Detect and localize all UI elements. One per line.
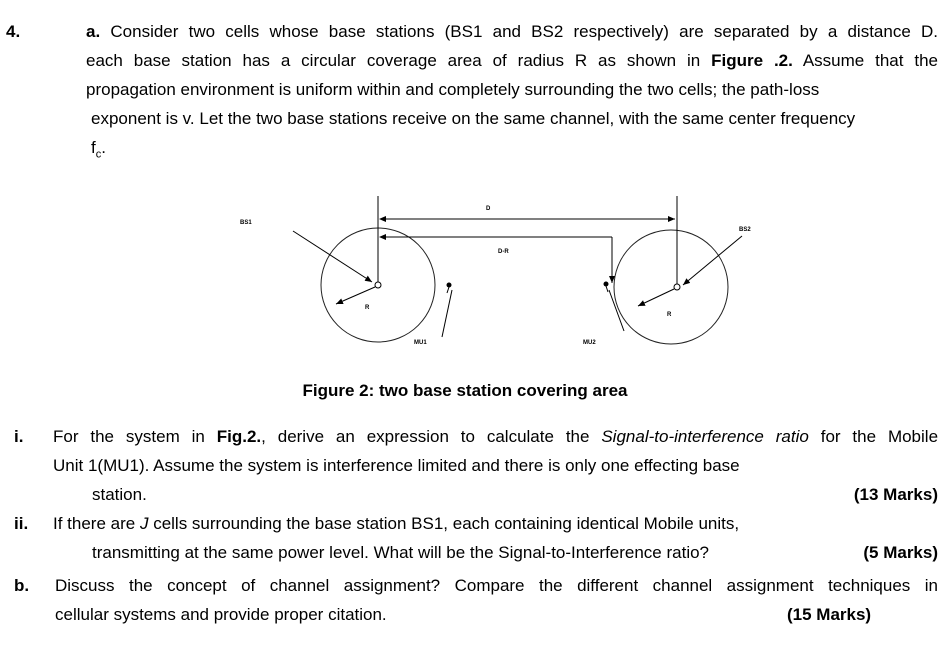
part-a-line-4: exponent is v. Let the two base stations receive on the same channel, with the same center frequency [91,109,856,128]
sq-i-pre: For the system in [53,427,205,446]
sub-question-i-line-3: station. [92,485,147,504]
sub-question-i-marks: (13 Marks) [853,485,938,504]
figure-reference: Figure .2. [711,51,793,70]
part-a-label: a. [86,22,101,41]
figure-caption: Figure 2: two base station covering area [302,381,628,400]
mu2-pointer [609,290,624,331]
sub-question-ii-label: ii. [14,514,29,533]
bs1-pointer [293,231,372,282]
sq-ii-post: cells surrounding the base station BS1, each containing identical Mobile units, [153,514,740,533]
mu1-pointer [442,290,452,337]
part-b-line-2: cellular systems and provide proper citation. [55,605,387,624]
cell-2-circle [614,230,728,344]
part-b-line-1: Discuss the concept of channel assignment? Compare the different channel assignment techniques in [55,576,938,595]
cell-1-radius-arrow [336,287,375,304]
mu2-antenna [606,286,608,292]
frequency-subscript: c [95,148,102,161]
part-a-line-3: propagation environment is uniform within and completely surrounding the two cells; the path-loss [86,80,820,99]
frequency-symbol: f [91,138,96,157]
d-label: D [486,206,491,212]
part-a-line-1-text: Consider two cells whose base stations (BS1 and BS2 respectively) are separated by a distance D. [110,22,938,41]
sq-i-italic-term: Signal-to-interference ratio [601,427,809,446]
sub-question-ii-marks: (5 Marks) [863,543,938,562]
mu2-dot [604,282,609,287]
r-label-right: R [667,312,672,318]
sq-i-mid: , derive an expression to calculate the [261,427,590,446]
bs2-label: BS2 [739,227,751,233]
sub-question-ii-line-1 [53,514,739,534]
part-a-line-2-post: Assume that the [802,51,939,70]
question-number: 4. [6,22,21,41]
bs2-dot [674,284,680,290]
sub-question-i-line-1 [53,427,938,447]
bs1-dot [375,282,381,288]
sq-ii-pre: If there are [53,514,136,533]
mu1-antenna [447,287,449,293]
sub-question-i-line-2: Unit 1(MU1). Assume the system is interference limited and there is only one effecting base [53,456,740,475]
mu2-label: MU2 [583,340,596,346]
sub-question-i-label: i. [14,427,24,446]
bs1-label: BS1 [240,220,252,226]
part-b-label: b. [14,576,30,595]
cell-2-radius-arrow [638,289,674,306]
frequency-period: . [101,138,106,157]
sq-i-post: for the Mobile [820,427,939,446]
mu1-dot [447,283,452,288]
bs2-pointer [683,236,742,285]
sq-ii-italic-j: J [139,514,149,533]
part-b-marks: (15 Marks) [787,605,872,624]
sq-i-fig-ref: Fig.2. [216,427,262,446]
mu1-label: MU1 [414,340,427,346]
d-minus-r-label: D-R [498,249,509,255]
sub-question-ii-line-2: transmitting at the same power level. What will be the Signal-to-Interference ratio? [92,543,710,562]
r-label-left: R [365,305,370,311]
part-a-line-2-pre: each base station has a circular coverage area of radius R as shown in [86,51,701,70]
